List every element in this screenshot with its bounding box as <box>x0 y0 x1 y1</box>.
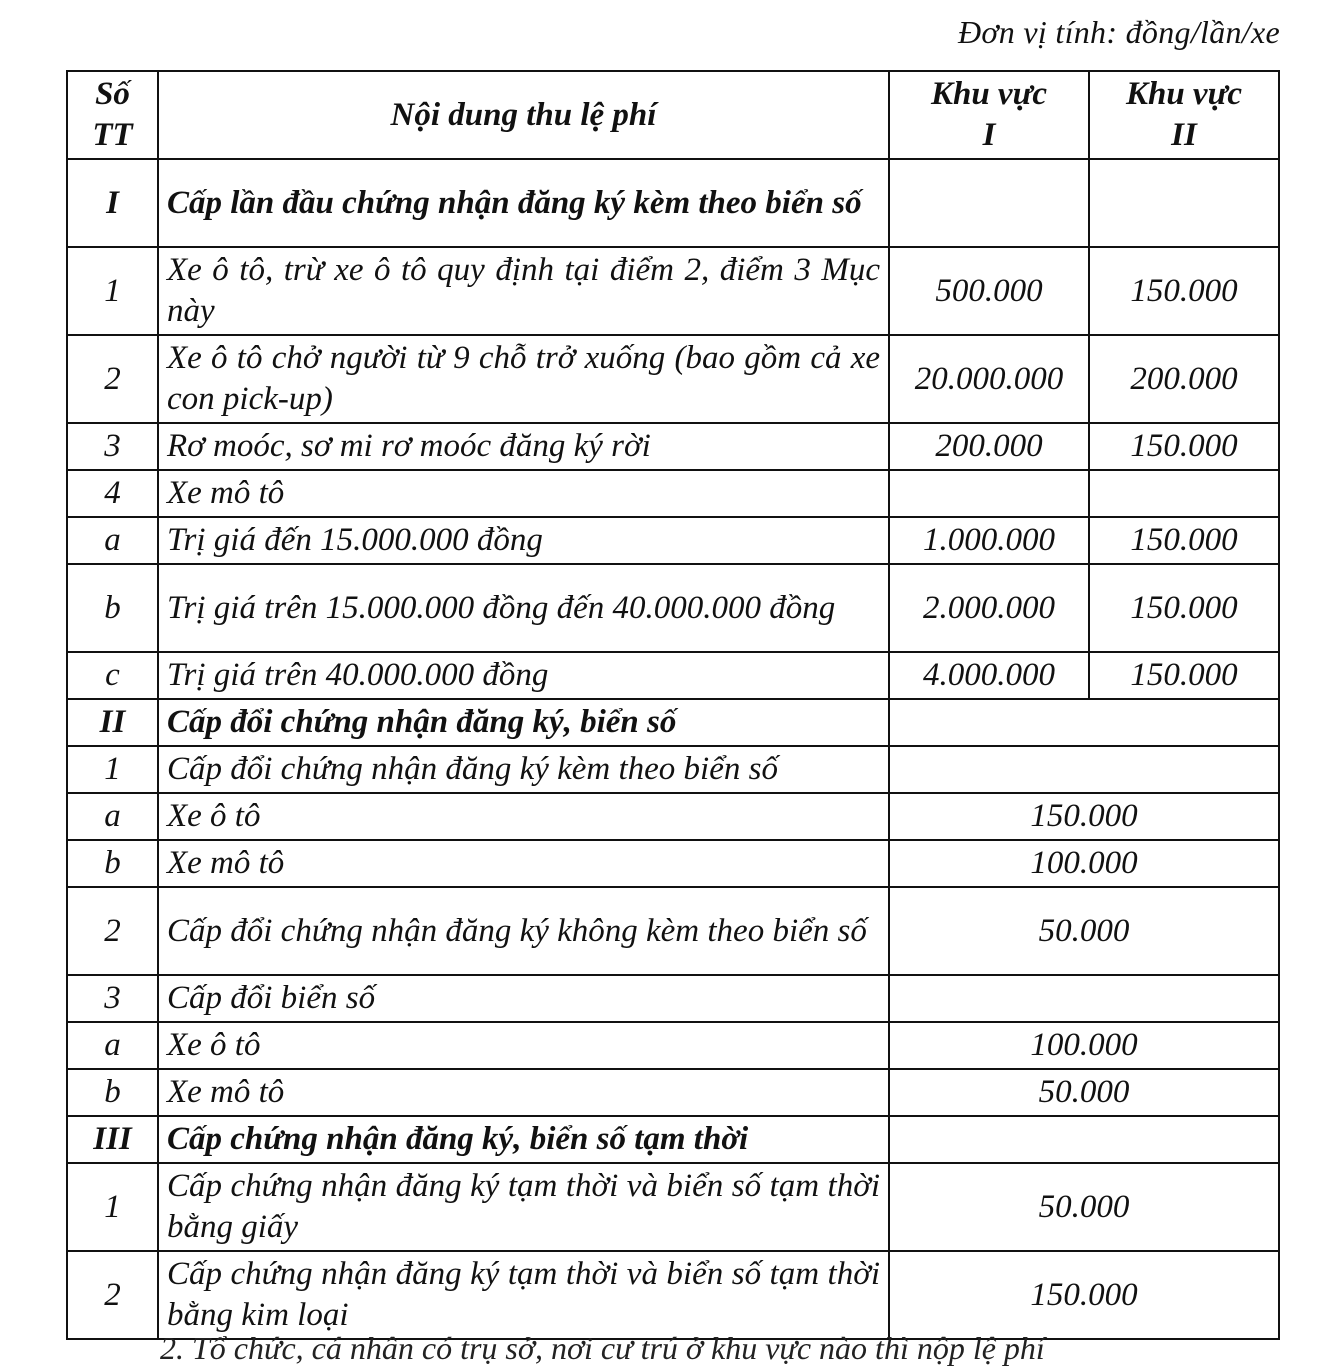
row-stt: b <box>67 1069 158 1116</box>
row-stt: 4 <box>67 470 158 517</box>
row-content: Cấp chứng nhận đăng ký tạm thời và biển số tạm thời bằng giấy <box>158 1163 889 1251</box>
row-content: Xe ô tô chở người từ 9 chỗ trở xuống (bao gồm cả xe con pick-up) <box>158 335 889 423</box>
row-content: Cấp đổi chứng nhận đăng ký kèm theo biển số <box>158 746 889 793</box>
row-region2-value <box>1089 470 1279 517</box>
row-content: Xe mô tô <box>158 1069 889 1116</box>
row-stt: III <box>67 1116 158 1163</box>
header-row <box>67 71 1279 159</box>
table-row <box>67 159 1279 247</box>
row-content: Xe mô tô <box>158 840 889 887</box>
table-row <box>67 840 1279 887</box>
header-region2 <box>1089 71 1279 159</box>
table-row <box>67 746 1279 793</box>
table-row <box>67 1069 1279 1116</box>
row-region1-value: 200.000 <box>889 423 1089 470</box>
row-merged-value: 150.000 <box>889 793 1279 840</box>
row-region2-value: 200.000 <box>1089 335 1279 423</box>
header-stt-line2: TT <box>92 117 133 153</box>
row-content: Cấp lần đầu chứng nhận đăng ký kèm theo biển số <box>158 159 889 247</box>
row-stt: II <box>67 699 158 746</box>
table-row <box>67 1163 1279 1251</box>
row-content: Cấp chứng nhận đăng ký tạm thời và biển số tạm thời bằng kim loại <box>158 1251 889 1339</box>
row-stt: 2 <box>67 887 158 975</box>
row-stt: 3 <box>67 423 158 470</box>
row-stt: c <box>67 652 158 699</box>
row-stt: 2 <box>67 335 158 423</box>
row-merged-value <box>889 975 1279 1022</box>
table-row <box>67 793 1279 840</box>
fee-table <box>66 70 1280 1340</box>
row-content: Xe ô tô <box>158 793 889 840</box>
row-merged-value: 100.000 <box>889 840 1279 887</box>
table-row <box>67 652 1279 699</box>
row-merged-value: 50.000 <box>889 1163 1279 1251</box>
header-region2-line1: Khu vực <box>1125 76 1243 112</box>
row-region2-value: 150.000 <box>1089 652 1279 699</box>
header-region1-line1: Khu vực <box>930 76 1048 112</box>
header-stt <box>67 71 158 159</box>
row-region2-value <box>1089 159 1279 247</box>
row-stt: 1 <box>67 1163 158 1251</box>
row-merged-value <box>889 1116 1279 1163</box>
row-merged-value: 50.000 <box>889 887 1279 975</box>
header-region1-line2: I <box>982 117 996 153</box>
table-row <box>67 1116 1279 1163</box>
row-content: Cấp chứng nhận đăng ký, biển số tạm thời <box>158 1116 889 1163</box>
row-content: Trị giá trên 15.000.000 đồng đến 40.000.000 đồng <box>158 564 889 652</box>
row-content: Trị giá đến 15.000.000 đồng <box>158 517 889 564</box>
table-row <box>67 247 1279 335</box>
header-stt-line1: Số <box>95 76 130 112</box>
table-row <box>67 470 1279 517</box>
row-region2-value: 150.000 <box>1089 517 1279 564</box>
header-region2-line2: II <box>1171 117 1197 153</box>
row-stt: a <box>67 1022 158 1069</box>
row-region1-value: 500.000 <box>889 247 1089 335</box>
row-merged-value: 50.000 <box>889 1069 1279 1116</box>
table-row <box>67 517 1279 564</box>
table-row <box>67 564 1279 652</box>
row-region1-value <box>889 159 1089 247</box>
row-stt: 1 <box>67 746 158 793</box>
row-region1-value: 4.000.000 <box>889 652 1089 699</box>
cut-off-next-paragraph: 2. Tổ chức, cá nhân có trụ sở, nơi cư trú ở khu vực nào thì nộp lệ phí <box>160 1330 1045 1366</box>
table-row <box>67 887 1279 975</box>
table-row <box>67 699 1279 746</box>
row-stt: a <box>67 793 158 840</box>
row-region1-value <box>889 470 1089 517</box>
row-region1-value: 20.000.000 <box>889 335 1089 423</box>
row-stt: b <box>67 840 158 887</box>
row-region2-value: 150.000 <box>1089 564 1279 652</box>
row-region2-value: 150.000 <box>1089 247 1279 335</box>
row-content: Xe ô tô <box>158 1022 889 1069</box>
row-content: Rơ moóc, sơ mi rơ moóc đăng ký rời <box>158 423 889 470</box>
table-row <box>67 1251 1279 1339</box>
row-merged-value: 150.000 <box>889 1251 1279 1339</box>
row-stt: b <box>67 564 158 652</box>
header-region1 <box>889 71 1089 159</box>
row-stt: a <box>67 517 158 564</box>
row-content: Xe mô tô <box>158 470 889 517</box>
row-content: Xe ô tô, trừ xe ô tô quy định tại điểm 2, điểm 3 Mục này <box>158 247 889 335</box>
row-merged-value <box>889 746 1279 793</box>
row-content: Cấp đổi chứng nhận đăng ký, biển số <box>158 699 889 746</box>
row-stt: 1 <box>67 247 158 335</box>
row-region1-value: 1.000.000 <box>889 517 1089 564</box>
table-row <box>67 335 1279 423</box>
row-merged-value <box>889 699 1279 746</box>
row-merged-value: 100.000 <box>889 1022 1279 1069</box>
table-row <box>67 423 1279 470</box>
row-stt: 2 <box>67 1251 158 1339</box>
table-row <box>67 1022 1279 1069</box>
header-content: Nội dung thu lệ phí <box>158 71 889 159</box>
row-region2-value: 150.000 <box>1089 423 1279 470</box>
table-row <box>67 975 1279 1022</box>
row-content: Trị giá trên 40.000.000 đồng <box>158 652 889 699</box>
row-stt: I <box>67 159 158 247</box>
row-content: Cấp đổi biển số <box>158 975 889 1022</box>
row-region1-value: 2.000.000 <box>889 564 1089 652</box>
row-content: Cấp đổi chứng nhận đăng ký không kèm theo biển số <box>158 887 889 975</box>
unit-note: Đơn vị tính: đồng/lần/xe <box>958 14 1280 50</box>
row-stt: 3 <box>67 975 158 1022</box>
